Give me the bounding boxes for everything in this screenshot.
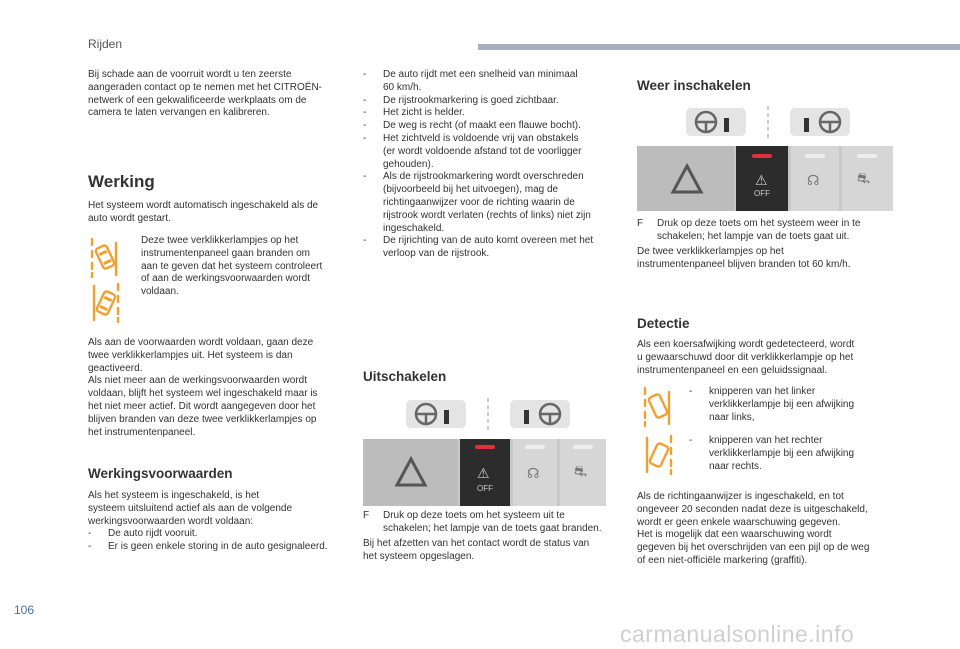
intro-paragraph: Bij schade aan de voorruit wordt u ten zeerste aangeraden contact op te nemen met het CITROËN- netwerk of een gekwalificeerde werkplaats om de camera te laten vervangen en kalibreren.: [88, 69, 323, 119]
list-item: - De auto rijdt met een snelheid van minimaal 60 km/h.: [363, 69, 578, 93]
uitschakelen-step: F Druk op deze toets om het systeem uit te schakelen; het lampje van de toets gaat branden.: [363, 510, 602, 534]
detectie-paragraph-2: Als de richtingaanwijzer is ingeschakeld, en tot ongeveer 20 seconden nadat deze is uitgeschakeld, wordt er geen enkele waarschuwing gegeven. Het is mogelijk dat een waarschuwing wordt gegeven bij het overschrijden van een pijl op de weg of een niet-officiële markering (graffiti).: [637, 491, 870, 566]
lane-assist-icon-2: ⚠: [755, 172, 768, 188]
list-item: - De rijrichting van de auto komt overeen met het verloop van de rijstrook.: [363, 235, 594, 260]
detectie-left-item: - knipperen van het linker verklikkerlampje bij een afwijking naar links,: [689, 386, 855, 423]
watermark: carmanualsonline.info: [620, 621, 855, 647]
list-item: - Er is geen enkele storing in de auto gesignaleerd.: [88, 541, 328, 553]
traction-icon: ⛐: [574, 463, 587, 480]
werking-heading: Werking: [88, 172, 155, 191]
detectie-heading: Detectie: [637, 316, 690, 331]
weer-step: F Druk op deze toets om het systeem weer in te schakelen; het lampje van de toets gaat uit.: [637, 218, 861, 242]
header-bar: [478, 44, 960, 50]
lane-departure-right-warning-icon: [90, 282, 120, 324]
list-item: - Het zichtveld is voldoende vrij van obstakels (er wordt voldoende afstand tot de voorligger gehouden).: [363, 132, 582, 170]
lane-departure-right-warning-icon-2: [643, 434, 673, 476]
lamps-description: Deze twee verklikkerlampjes op het instrumentenpaneel gaan branden om aan te geven dat het systeem controleert of aan de werkingsvoorwaarden wordt voldaan.: [141, 235, 323, 298]
detectie-paragraph: Als een koersafwijking wordt gedetecteerd, wordt u gewaarschuwd door dit verklikkerlampje op het instrumentenpaneel en een geluidssignaal.: [637, 339, 855, 376]
running-header: Rijden: [88, 37, 123, 51]
list-item: - De weg is recht (of maakt een flauwe bocht).: [363, 120, 581, 132]
conditions-list: [363, 69, 593, 261]
off-button-label-2: OFF: [754, 189, 770, 198]
lane-departure-left-warning-icon-2: [643, 386, 673, 428]
control-panel-on: [637, 146, 893, 211]
steering-wheel-lane-icons: [406, 398, 570, 432]
uitschakelen-paragraph: Bij het afzetten van het contact wordt de status van het systeem opgeslagen.: [363, 538, 590, 562]
detectie-right-item: - knipperen van het rechter verklikkerlampje bij een afwijking naar rechts.: [689, 435, 855, 472]
traction-icon-2: ⛐: [857, 170, 870, 187]
lane-departure-left-warning-icon: [90, 237, 120, 279]
control-panel-off: [363, 439, 606, 506]
list-item: - Het zicht is helder.: [363, 107, 465, 119]
list-item: - Als de rijstrookmarkering wordt overschreden (bijvoorbeeld bij het uitvoegen), mag de richtingaanwijzer voor de richting waarin de rijstrook wordt verlaten (rechts of links) niet zijn ingeschakeld.: [363, 171, 591, 234]
driver-assist-icon-2: ☊: [807, 172, 820, 188]
list-item: - De auto rijdt vooruit.: [88, 528, 198, 540]
uitschakelen-heading: Uitschakelen: [363, 369, 447, 384]
steering-wheel-lane-icons-2: [686, 106, 850, 140]
werking-paragraph: Het systeem wordt automatisch ingeschakeld als de auto wordt gestart.: [88, 200, 319, 224]
voorwaarden-paragraph: Als het systeem is ingeschakeld, is het systeem uitsluitend actief als aan de volgende werkingsvoorwaarden wordt voldaan: - De auto rijdt vooruit. - Er is geen enkele storing in de auto gesignaleerd.: [88, 490, 328, 553]
lane-assist-icon: ⚠: [477, 465, 490, 481]
weer-paragraph: De twee verklikkerlampjes op het instrumentenpaneel blijven branden tot 60 km/h.: [637, 246, 851, 270]
driver-assist-icon: ☊: [527, 465, 540, 481]
off-button-label: OFF: [477, 484, 493, 493]
werking-paragraph-2: Als aan de voorwaarden wordt voldaan, gaan deze twee verklikkerlampjes uit. Het systeem is dan geactiveerd. Als niet meer aan de werkingsvoorwaarden wordt voldaan, blijft het systeem wel ingeschakeld maar is het niet meer actief. Dit wordt aangegeven door het blijven branden van deze twee verklikkerlampjes op het instrumentenpaneel.: [88, 337, 318, 438]
weer-inschakelen-heading: Weer inschakelen: [637, 78, 751, 93]
list-item: - De rijstrookmarkering is goed zichtbaar.: [363, 94, 559, 106]
werkingsvoorwaarden-heading: Werkingsvoorwaarden: [88, 466, 233, 481]
page-number: 106: [14, 603, 35, 617]
